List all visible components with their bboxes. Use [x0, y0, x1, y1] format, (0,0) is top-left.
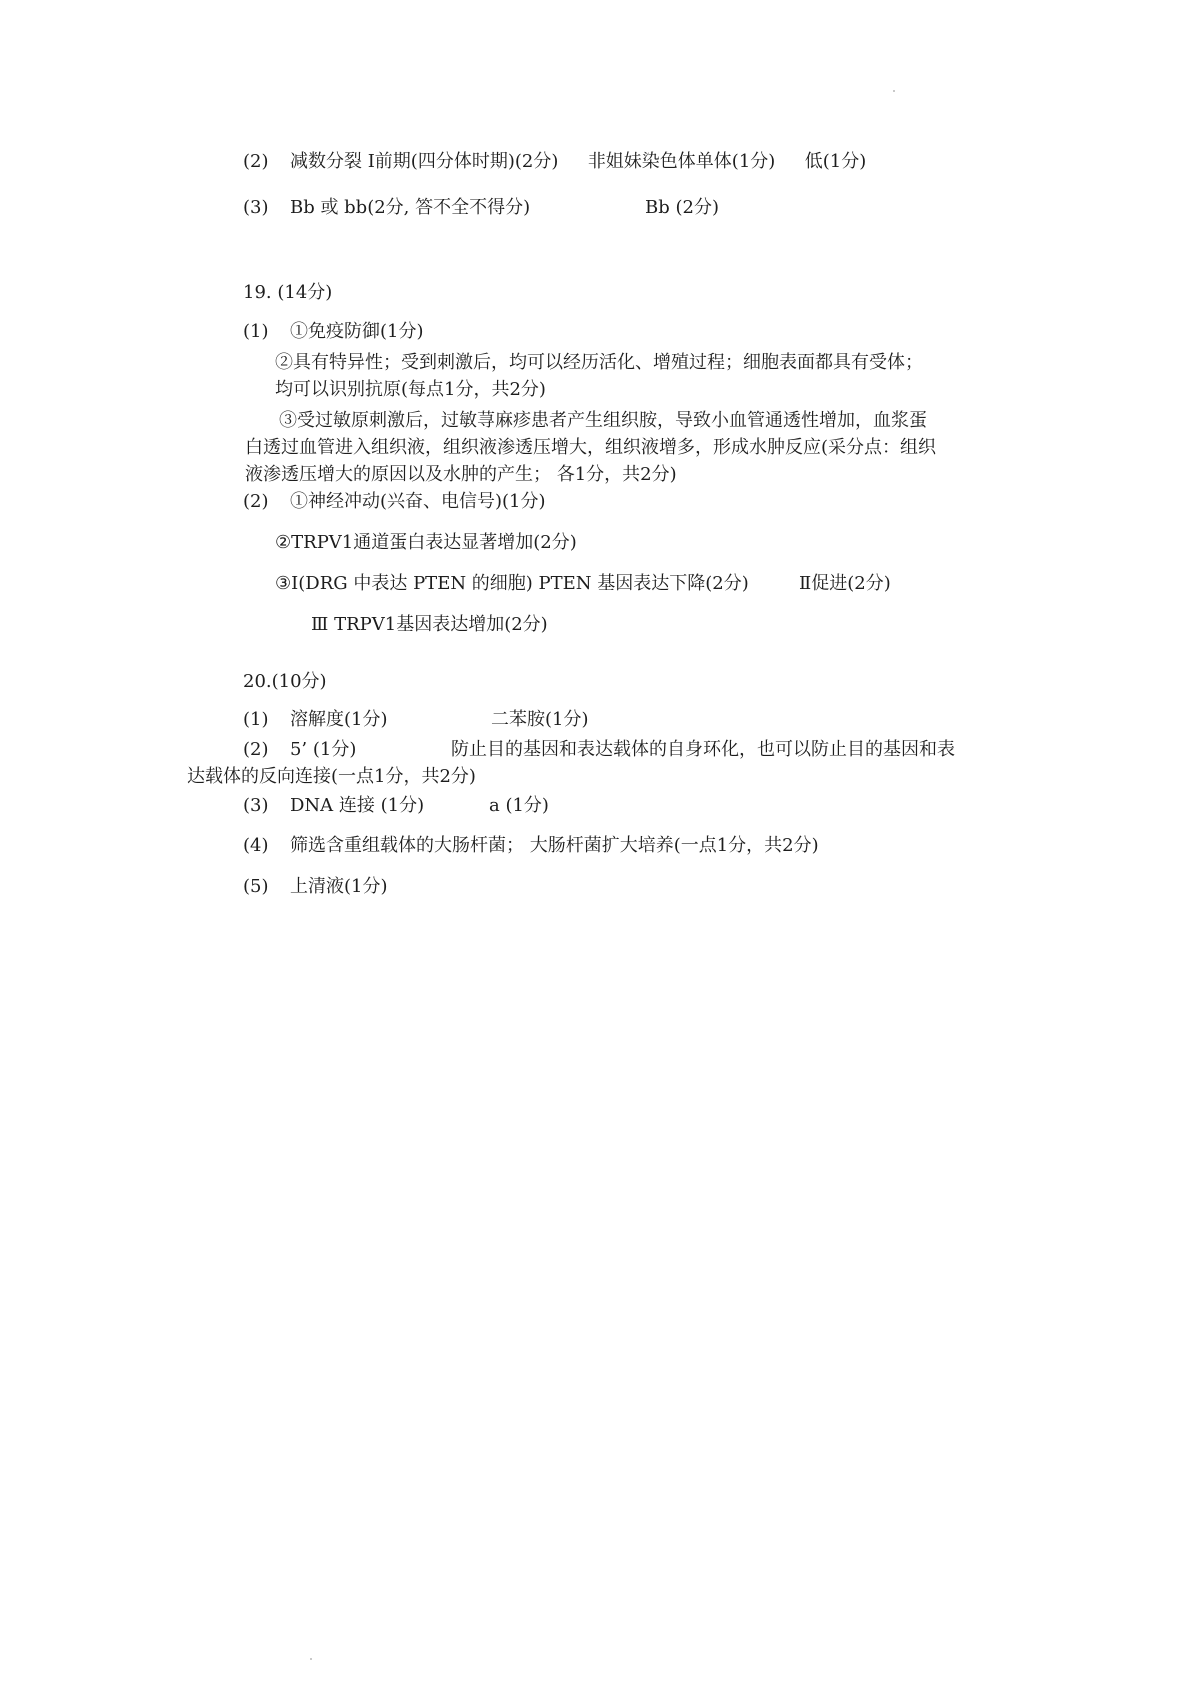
part-number: (2)	[243, 491, 269, 512]
part-number: (2)	[243, 151, 269, 172]
part-number: (3)	[243, 197, 269, 218]
q20-part1-line	[243, 708, 387, 732]
answer-text: 溶解度(1分)	[289, 709, 388, 730]
q19-part2-line3-answer2: Ⅱ促进(2分)	[799, 573, 891, 594]
q20-heading: 20.(10分)	[243, 671, 327, 692]
answer-text: ①免疫防御(1分)	[289, 321, 424, 342]
q19-part2-line1	[243, 490, 546, 514]
part-number: (5)	[243, 876, 269, 897]
part-number: (1)	[243, 321, 269, 342]
q19-part2-line4: Ⅲ TRPV1基因表达增加(2分)	[311, 614, 548, 635]
part-number: (3)	[243, 795, 269, 816]
q18-part3-answer2: Bb (2分)	[645, 197, 719, 218]
q19-part1-line4: ③受过敏原刺激后，过敏荨麻疹患者产生组织胺，导致小血管通透性增加，血浆蛋	[279, 410, 927, 431]
q20-part2-line2: 达载体的反向连接(一点1分，共2分)	[187, 766, 476, 787]
answer-text: 减数分裂 Ⅰ前期(四分体时期)(2分)	[289, 151, 559, 172]
scan-speck	[893, 90, 895, 92]
answer-text: 上清液(1分)	[289, 876, 388, 897]
answer-text: Bb 或 bb(2分, 答不全不得分)	[289, 197, 531, 218]
q19-part2-line2: ②TRPV1通道蛋白表达显著增加(2分)	[275, 532, 577, 553]
part-number: (4)	[243, 835, 269, 856]
answer-text: 低(1分)	[804, 151, 867, 172]
q19-part1-line2: ②具有特异性；受到刺激后，均可以经历活化、增殖过程；细胞表面都具有受体；	[275, 352, 923, 373]
q19-part1-line1	[243, 320, 423, 344]
q20-part2-answer2: 防止目的基因和表达载体的自身环化，也可以防止目的基因和表	[451, 739, 955, 760]
part-number: (2)	[243, 739, 269, 760]
q19-part2-line3: ③Ⅰ(DRG 中表达 PTEN 的细胞) PTEN 基因表达下降(2分)	[275, 573, 749, 594]
q20-part2-line1	[243, 738, 356, 762]
answer-text: ①神经冲动(兴奋、电信号)(1分)	[289, 491, 546, 512]
q20-part4-line	[243, 834, 819, 858]
answer-text: 筛选含重组载体的大肠杆菌； 大肠杆菌扩大培养(一点1分，共2分)	[289, 835, 819, 856]
q20-part3-line	[243, 794, 424, 818]
part-number: (1)	[243, 709, 269, 730]
q18-part2-line	[243, 150, 866, 174]
q18-part3-line	[243, 196, 530, 220]
scan-speck	[310, 1658, 312, 1660]
answer-text: DNA 连接 (1分)	[289, 795, 425, 816]
answer-text: 非姐妹染色体单体(1分)	[587, 151, 776, 172]
q20-part1-answer2: 二苯胺(1分)	[491, 709, 589, 730]
q19-part1-line5: 白透过血管进入组织液，组织液渗透压增大，组织液增多，形成水肿反应(采分点：组织	[245, 437, 937, 458]
q19-part1-line6: 液渗透压增大的原因以及水肿的产生； 各1分，共2分)	[245, 464, 677, 485]
q20-part5-line	[243, 875, 387, 899]
q19-heading: 19. (14分)	[243, 282, 333, 303]
q20-part3-answer2: a (1分)	[489, 795, 549, 816]
answer-text: 5’ (1分)	[289, 739, 357, 760]
q19-part1-line3: 均可以识别抗原(每点1分，共2分)	[275, 379, 546, 400]
